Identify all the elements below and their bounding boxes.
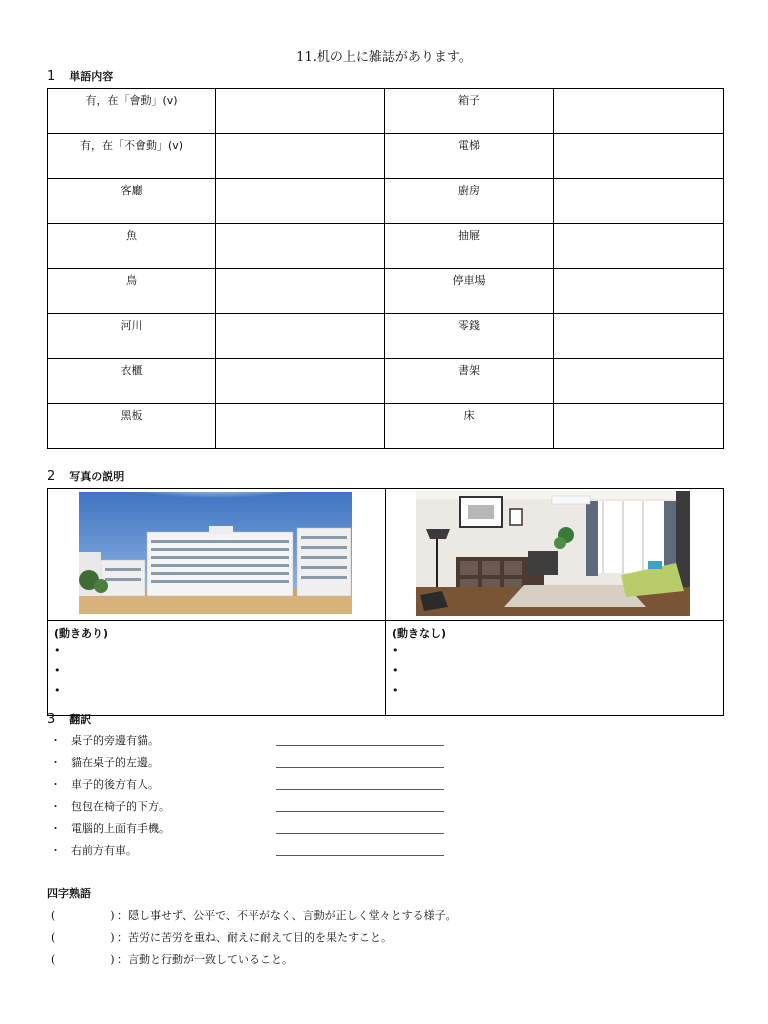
vocab-answer-cell[interactable] bbox=[216, 89, 385, 134]
vocab-term-cell: 有，在「不會動」(v) bbox=[48, 134, 216, 179]
vocab-answer-cell[interactable] bbox=[216, 404, 385, 449]
not-moving-bullet-3: • bbox=[392, 684, 399, 697]
translation-item bbox=[47, 842, 547, 864]
vocab-term-cell: 零錢 bbox=[385, 314, 554, 359]
yojijukugo-definition: ：隠し事せず、公平で、不平がなく、言動が正しく堂々とする様子。 bbox=[117, 909, 457, 922]
vocab-term-cell: 衣櫃 bbox=[48, 359, 216, 404]
vocab-row bbox=[48, 404, 724, 449]
vocab-answer-cell[interactable] bbox=[554, 269, 724, 314]
living-room-photo bbox=[416, 491, 690, 616]
school-building-photo bbox=[79, 492, 352, 614]
not-moving-bullet-1: • bbox=[392, 644, 399, 657]
vocab-answer-cell[interactable] bbox=[216, 314, 385, 359]
section-2-heading bbox=[47, 468, 124, 484]
translation-item bbox=[47, 732, 547, 754]
vocab-answer-cell[interactable] bbox=[216, 269, 385, 314]
translation-sentence: 右前方有車。 bbox=[71, 844, 137, 857]
translation-item bbox=[47, 798, 547, 820]
vocab-term-cell: 書架 bbox=[385, 359, 554, 404]
vocab-answer-cell[interactable] bbox=[554, 179, 724, 224]
vocab-answer-cell[interactable] bbox=[554, 134, 724, 179]
vocab-term-cell: 黑板 bbox=[48, 404, 216, 449]
moving-list-cell bbox=[48, 621, 386, 716]
not-moving-label: (動きなし) bbox=[392, 627, 447, 640]
answer-blank[interactable]: ( ) bbox=[51, 909, 115, 922]
moving-bullet-2: • bbox=[54, 664, 61, 677]
moving-bullet-3: • bbox=[54, 684, 61, 697]
section-3-title: 翻訳 bbox=[69, 713, 92, 726]
answer-line[interactable] bbox=[276, 745, 444, 746]
section-1-title: 単語内容 bbox=[69, 70, 114, 83]
translation-item bbox=[47, 776, 547, 798]
section-4-heading: 四字熟語 bbox=[47, 887, 91, 900]
vocab-answer-cell[interactable] bbox=[554, 359, 724, 404]
section-2-number: 2 bbox=[47, 469, 56, 484]
answer-line[interactable] bbox=[276, 811, 444, 812]
bullet-icon: ・ bbox=[50, 734, 61, 747]
yojijukugo-item bbox=[47, 949, 647, 971]
translation-sentence: 包包在椅子的下方。 bbox=[71, 800, 170, 813]
translation-sentence: 貓在桌子的左邊。 bbox=[71, 756, 159, 769]
translation-list bbox=[47, 732, 547, 864]
vocab-row bbox=[48, 89, 724, 134]
vocab-answer-cell[interactable] bbox=[216, 179, 385, 224]
vocab-answer-cell[interactable] bbox=[554, 314, 724, 359]
yojijukugo-list bbox=[47, 905, 647, 971]
vocab-term-cell: 魚 bbox=[48, 224, 216, 269]
answer-blank[interactable]: ( ) bbox=[51, 931, 115, 944]
vocab-term-cell: 客廳 bbox=[48, 179, 216, 224]
vocab-answer-cell[interactable] bbox=[554, 89, 724, 134]
not-moving-list-cell bbox=[386, 621, 724, 716]
vocab-row bbox=[48, 314, 724, 359]
section-3-number: 3 bbox=[47, 712, 56, 727]
translation-item bbox=[47, 754, 547, 776]
vocab-term-cell: 箱子 bbox=[385, 89, 554, 134]
yojijukugo-definition: ：苦労に苦労を重ね、耐えに耐えて目的を果たすこと。 bbox=[117, 931, 392, 944]
vocab-term-cell: 廚房 bbox=[385, 179, 554, 224]
bullet-icon: ・ bbox=[50, 800, 61, 813]
vocabulary-table bbox=[47, 88, 724, 449]
translation-sentence: 車子的後方有人。 bbox=[71, 778, 159, 791]
section-1-number: 1 bbox=[47, 69, 56, 84]
not-moving-bullet-2: • bbox=[392, 664, 399, 677]
bullet-icon: ・ bbox=[50, 778, 61, 791]
vocab-term-cell: 床 bbox=[385, 404, 554, 449]
bullet-icon: ・ bbox=[50, 844, 61, 857]
answer-line[interactable] bbox=[276, 855, 444, 856]
section-1-heading bbox=[47, 68, 113, 84]
vocab-answer-cell[interactable] bbox=[554, 224, 724, 269]
vocab-row bbox=[48, 224, 724, 269]
photo-table bbox=[47, 488, 724, 716]
vocab-term-cell: 有，在「會動」(v) bbox=[48, 89, 216, 134]
school-photo-cell bbox=[48, 489, 386, 621]
vocab-term-cell: 河川 bbox=[48, 314, 216, 359]
yojijukugo-item bbox=[47, 905, 647, 927]
bullet-icon: ・ bbox=[50, 756, 61, 769]
moving-label: (動きあり) bbox=[54, 627, 109, 640]
vocab-answer-cell[interactable] bbox=[216, 224, 385, 269]
answer-line[interactable] bbox=[276, 833, 444, 834]
translation-sentence: 桌子的旁邊有貓。 bbox=[71, 734, 159, 747]
vocab-answer-cell[interactable] bbox=[554, 404, 724, 449]
vocab-term-cell: 鳥 bbox=[48, 269, 216, 314]
vocab-row bbox=[48, 269, 724, 314]
vocab-row bbox=[48, 134, 724, 179]
vocab-term-cell: 抽屜 bbox=[385, 224, 554, 269]
answer-line[interactable] bbox=[276, 789, 444, 790]
moving-bullet-1: • bbox=[54, 644, 61, 657]
room-photo-cell bbox=[386, 489, 724, 621]
vocab-row bbox=[48, 179, 724, 224]
answer-line[interactable] bbox=[276, 767, 444, 768]
yojijukugo-item bbox=[47, 927, 647, 949]
section-3-heading bbox=[47, 711, 91, 727]
vocab-row bbox=[48, 359, 724, 404]
bullet-icon: ・ bbox=[50, 822, 61, 835]
vocab-term-cell: 停車場 bbox=[385, 269, 554, 314]
translation-item bbox=[47, 820, 547, 842]
page-title: 11.机の上に雑誌があります。 bbox=[296, 50, 472, 65]
vocab-answer-cell[interactable] bbox=[216, 359, 385, 404]
yojijukugo-definition: ：言動と行動が一致していること。 bbox=[117, 953, 293, 966]
section-2-title: 写真の説明 bbox=[69, 470, 125, 483]
translation-sentence: 電腦的上面有手機。 bbox=[71, 822, 170, 835]
vocab-term-cell: 電梯 bbox=[385, 134, 554, 179]
answer-blank[interactable]: ( ) bbox=[51, 953, 115, 966]
vocab-answer-cell[interactable] bbox=[216, 134, 385, 179]
